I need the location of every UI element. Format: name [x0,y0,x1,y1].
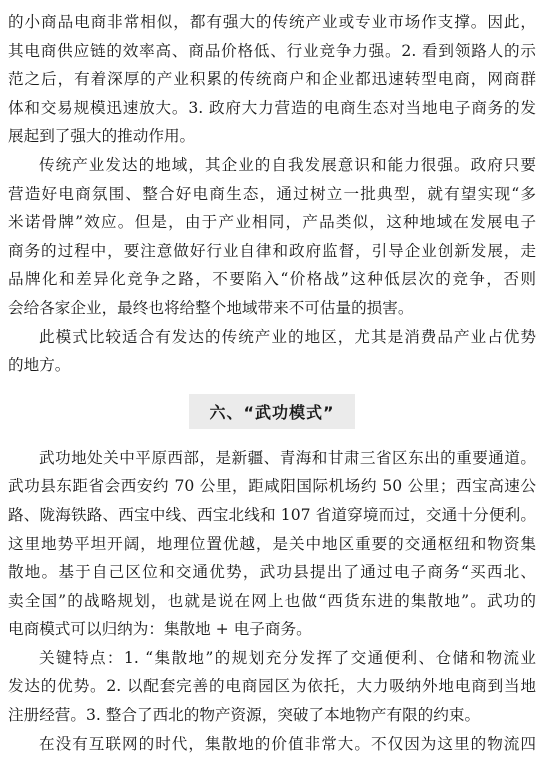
text-line: 散地。基于自己区位和交通优势，武功县提出了通过电子商务“买西北、 [8,563,536,582]
paragraph [8,323,536,380]
text-line: 关键特点：1. “集散地”的规划充分发挥了交通便利、仓储和物流业 [39,648,536,667]
text-line: 范之后，有着深厚的产业积累的传统商户和企业都迅速转型电商，网商群 [8,70,536,89]
text-line: 展起到了强大的推动作用。 [8,127,196,146]
text-line: 电商模式可以归纳为：集散地 + 电子商务。 [8,620,312,639]
text-line: 路、陇海铁路、西宝中线、西宝北线和 107 省道穿境而过，交通十分便利。 [8,505,536,524]
text-line: 卖全国”的战略规划，也就是说在网上也做“西货东进的集散地”。武功的 [8,591,536,610]
text-line: 会给各家企业，最终也将给整个地域带来不可估量的损害。 [8,298,414,317]
text-line: 发达的优势。2. 以配套完善的电商园区为依托，大力吸纳外地电商到当地 [8,677,536,696]
text-line: 的小商品电商非常相似，都有强大的传统产业或专业市场作支撑。因此， [8,13,536,31]
text-line: 此模式比较适合有发达的传统产业的地区，尤其是消费品产业占优势 [39,327,536,346]
paragraph [8,730,536,758]
paragraph [8,151,536,323]
text-line: 武功县东距省会西安约 70 公里，距咸阳国际机场约 50 公里；西宝高速公 [8,477,536,496]
text-line: 商务的过程中，要注意做好行业自律和政府监督，引导企业创新发展，走 [8,241,536,260]
text-line: 营造好电商氛围、整合好电商生态，通过树立一批典型，就有望实现“多 [8,184,536,203]
text-line: 传统产业发达的地域，其企业的自我发展意识和能力很强。政府只要 [39,155,536,174]
text-line: 体和交易规模迅速放大。3. 政府大力营造的电商生态对当地电子商务的发 [8,98,536,117]
paragraph [8,644,536,730]
text-line: 这里地势平坦开阔，地理位置优越，是关中地区重要的交通枢纽和物资集 [8,534,536,553]
document-page [8,8,536,758]
text-line: 的地方。 [8,356,71,375]
paragraph [8,8,536,151]
text-line: 其电商供应链的效率高、商品价格低、行业竞争力强。2. 看到领路人的示 [8,41,536,60]
section-heading: 六、“武功模式” [189,394,354,429]
bottom-section [8,444,536,758]
section-heading-wrap [8,380,536,444]
text-line: 注册经营。3. 整合了西北的物产资源，突破了本地物产有限的约束。 [8,706,481,725]
text-line: 武功地处关中平原西部，是新疆、青海和甘肃三省区东出的重要通道。 [39,448,536,467]
text-line: 品牌化和差异化竞争之路，不要陷入“价格战”这种低层次的竞争，否则 [8,270,536,289]
paragraph [8,444,536,644]
text-line: 在没有互联网的时代，集散地的价值非常大。不仅因为这里的物流四 [39,734,536,753]
text-line: 米诺骨牌”效应。但是，由于产业相同，产品类似，这种地域在发展电子 [8,213,536,232]
top-section [8,8,536,380]
